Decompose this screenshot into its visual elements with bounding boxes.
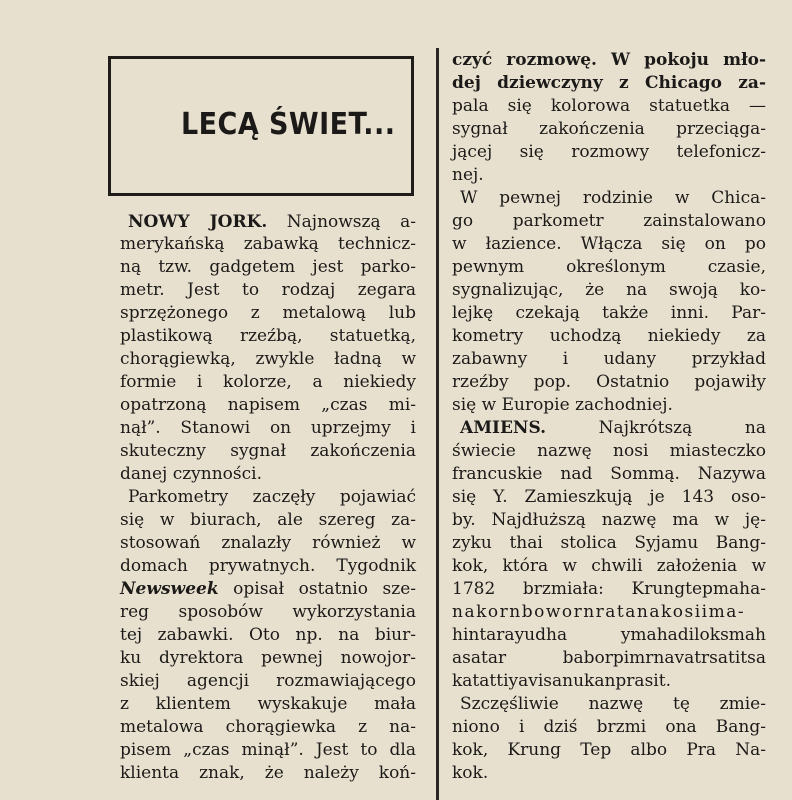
text-line: kok, Krung Tep albo Pra Na-	[452, 740, 766, 760]
text-line: danej czynności.	[120, 464, 263, 484]
text-line: lejkę czekają także inni. Par-	[452, 303, 766, 323]
text-line: skuteczny sygnał zakończenia	[120, 441, 416, 461]
text-line: niono i dziś brzmi ona Bang-	[452, 717, 766, 737]
text-line: reg sposobów wykorzystania	[120, 602, 416, 622]
text-line: tej zabawki. Oto np. na biur-	[120, 625, 416, 645]
text-line: sygnał zakończenia przeciąga-	[452, 119, 766, 139]
text-line: skiej agencji rozmawiającego	[120, 671, 416, 691]
text-line: kok, która w chwili założenia w	[452, 556, 766, 576]
text-line: pewnym określonym czasie,	[452, 257, 766, 277]
text-line: kok.	[452, 763, 489, 783]
column-rule	[436, 48, 439, 800]
text-line: świecie nazwę nosi miasteczko	[452, 441, 766, 461]
text-line: nakornbowornratanakosiima-	[452, 602, 746, 622]
headline-box	[108, 56, 414, 196]
text-line: Newsweek opisał ostatnio sze-	[120, 579, 416, 599]
text-line: metalowa chorągiewka z na-	[120, 717, 416, 737]
text-line: zyku thai stolica Syjamu Bang-	[452, 533, 766, 553]
text-line: merykańską zabawką technicz-	[120, 234, 416, 254]
text-line: nej.	[452, 165, 484, 185]
text-line: pala się kolorowa statuetka —	[452, 96, 766, 116]
text-line: z klientem wyskakuje mała	[120, 694, 416, 714]
text-line: klienta znak, że należy koń-	[120, 763, 416, 783]
text-line: W pewnej rodzinie w Chica-	[460, 188, 766, 208]
text-line: sygnalizując, że na swoją ko-	[452, 280, 766, 300]
text-line: rzeźby pop. Ostatnio pojawiły	[452, 372, 766, 392]
text-line: AMIENS. Najkrótszą na	[460, 418, 766, 438]
text-line: kometry uchodzą niekiedy za	[452, 326, 766, 346]
text-line: dej dziewczyny z Chicago za-	[452, 73, 766, 93]
text-line: sprzężonego z metalową lub	[120, 303, 416, 323]
text-line: domach prywatnych. Tygodnik	[120, 556, 416, 576]
text-line: się w biurach, ale szereg za-	[120, 510, 416, 530]
text-line: by. Najdłuższą nazwę ma w ję-	[452, 510, 766, 530]
magazine-name: Newsweek	[120, 579, 219, 599]
text-line: ku dyrektora pewnej nowojor-	[120, 648, 416, 668]
dateline: NOWY JORK.	[128, 212, 268, 232]
text-line: zabawny i udany przykład	[452, 349, 766, 369]
text-line: czyć rozmowę. W pokoju mło-	[452, 50, 766, 70]
headline: LECĄ ŚWIET...	[181, 107, 396, 142]
dateline: AMIENS.	[460, 418, 547, 438]
text-line: NOWY JORK. Najnowszą a-	[128, 212, 416, 232]
text-line: 1782 brzmiała: Krungtepmaha-	[452, 579, 766, 599]
text-line: opatrzoną napisem „czas mi-	[120, 395, 416, 415]
text-line: formie i kolorze, a niekiedy	[120, 372, 416, 392]
text-line: się w Europie zachodniej.	[452, 395, 673, 415]
text-line: plastikową rzeźbą, statuetką,	[120, 326, 416, 346]
text-line: Szczęśliwie nazwę tę zmie-	[460, 694, 766, 714]
text-line: się Y. Zamieszkują je 143 oso-	[452, 487, 766, 507]
text-line: nął”. Stanowi on uprzejmy i	[120, 418, 416, 438]
text-line: chorągiewką, zwykle ładną w	[120, 349, 416, 369]
text-line: stosowań znalazły również w	[120, 533, 416, 553]
text-line: ną tzw. gadgetem jest parko-	[120, 257, 416, 277]
text-line: Parkometry zaczęły pojawiać	[128, 487, 416, 507]
text-line: katattiyavisanukanprasit.	[452, 671, 671, 691]
text-line: pisem „czas minął”. Jest to dla	[120, 740, 416, 760]
text-line: asatar baborpimrnavatrsatitsa	[452, 648, 766, 668]
text-line: w łazience. Włącza się on po	[452, 234, 766, 254]
text-line: hintarayudha ymahadiloksmah	[452, 625, 766, 645]
text-line: francuskie nad Sommą. Nazywa	[452, 464, 766, 484]
text-line: jącej się rozmowy telefonicz-	[452, 142, 766, 162]
text-line: go parkometr zainstalowano	[452, 211, 766, 231]
text-line: metr. Jest to rodzaj zegara	[120, 280, 416, 300]
